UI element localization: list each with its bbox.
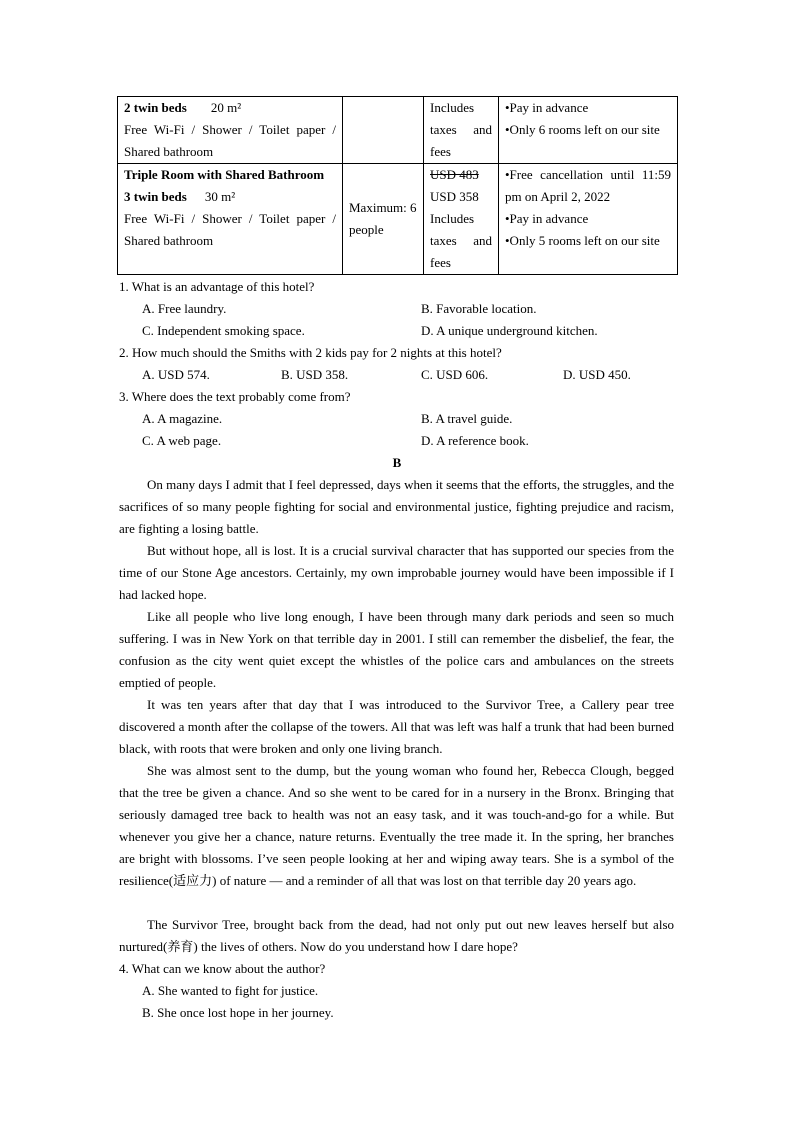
table-row <box>118 164 678 275</box>
room-amenities: Free Wi-Fi / Shower / Toilet paper / Shared bathroom <box>124 211 336 248</box>
bed-type: 2 twin beds <box>124 100 187 115</box>
price-line: fees <box>430 144 451 159</box>
passage-paragraph: But without hope, all is lost. It is a crucial survival character that has supported our species from the time of our Stone Age ancestors. Certainly, my own improbable journey would have been impossible if I had lacked hope. <box>119 543 674 602</box>
section-heading: B <box>392 455 402 470</box>
price-line: fees <box>430 255 451 270</box>
passage-paragraph: She was almost sent to the dump, but the young woman who found her, Rebecca Clough, begged that the tree be given a chance. And so she went to be cared for in a nursery in the Bronx. Bringing that seriously damaged tree back to health was not an easy task, and it was touch-and-go for a while. But whenever you give her a chance, nature returns. Eventually the tree made it. In the spring, her branches are bright with blossoms. I’ve seen people looking at her and wiping away tears. She is a symbol of the resilience(适应力) of nature — and a reminder of all that was lost on that terrible day 20 years ago. <box>119 763 674 888</box>
passage-paragraph: On many days I admit that I feel depressed, days when it seems that the efforts, the struggles, and the sacrifices of so many people fighting for social and environmental justice, fighting prejudice and racism, are fighting a losing battle. <box>119 477 674 536</box>
room-amenities: Free Wi-Fi / Shower / Toilet paper / Shared bathroom <box>124 122 336 159</box>
answer-option[interactable]: B. She once lost hope in her journey. <box>142 1005 334 1020</box>
policy-item: •Free cancellation until 11:59 pm on April 2, 2022 <box>505 167 671 204</box>
answer-option[interactable]: C. Independent smoking space. <box>142 323 305 338</box>
room-description-cell <box>118 164 343 275</box>
room-description-cell <box>118 97 343 164</box>
passage-paragraph: Like all people who live long enough, I have been through many dark periods and seen so much suffering. I was in New York on that terrible day in 2001. I still can remember the disbelief, the fear, the confusion as the city went quiet except the whistles of the police cars and ambulances on the streets emptied of people. <box>119 609 674 690</box>
price-cell <box>424 97 499 164</box>
room-size: 30 m² <box>204 189 236 204</box>
passage-paragraph: The Survivor Tree, brought back from the dead, had not only put out new leaves herself but also nurtured(养育) the lives of others. Now do you understand how I dare hope? <box>119 917 674 954</box>
policy-item: •Pay in advance <box>505 100 589 115</box>
price-cell <box>424 164 499 275</box>
room-size: 20 m² <box>210 100 242 115</box>
capacity-cell <box>343 97 424 164</box>
answer-option[interactable]: B. Favorable location. <box>421 301 537 316</box>
answer-option[interactable]: A. Free laundry. <box>142 301 227 316</box>
bed-type: 3 twin beds <box>124 189 187 204</box>
policy-item: •Pay in advance <box>505 211 589 226</box>
answer-option[interactable]: B. USD 358. <box>281 367 349 382</box>
table-row <box>118 97 678 164</box>
question-stem: 2. How much should the Smiths with 2 kids pay for 2 nights at this hotel? <box>119 345 502 360</box>
answer-option[interactable]: D. A reference book. <box>421 433 529 448</box>
answer-option[interactable]: C. A web page. <box>142 433 222 448</box>
question-stem: 3. Where does the text probably come from? <box>119 389 351 404</box>
policy-cell <box>499 97 678 164</box>
passage-paragraph: It was ten years after that day that I was introduced to the Survivor Tree, a Callery pear tree discovered a month after the collapse of the towers. All that was left was half a trunk that had been burned black, with roots that were broken and only one living branch. <box>119 697 674 756</box>
room-title: Triple Room with Shared Bathroom <box>124 167 325 182</box>
answer-option[interactable]: A. USD 574. <box>142 367 210 382</box>
answer-option[interactable]: D. A unique underground kitchen. <box>421 323 598 338</box>
room-table <box>117 96 678 275</box>
price-line: taxes and <box>430 233 492 248</box>
price-line: Includes <box>430 100 475 115</box>
policy-cell <box>499 164 678 275</box>
answer-option[interactable]: A. She wanted to fight for justice. <box>142 983 319 998</box>
old-price: USD 483 <box>430 167 479 182</box>
answer-option[interactable]: A. A magazine. <box>142 411 223 426</box>
policy-item: •Only 6 rooms left on our site <box>505 122 660 137</box>
question-stem: 1. What is an advantage of this hotel? <box>119 279 315 294</box>
answer-option[interactable]: C. USD 606. <box>421 367 489 382</box>
answer-option[interactable]: B. A travel guide. <box>421 411 513 426</box>
question-stem: 4. What can we know about the author? <box>119 961 326 976</box>
capacity-cell <box>343 164 424 275</box>
policy-item: •Only 5 rooms left on our site <box>505 233 660 248</box>
new-price: USD 358 <box>430 189 479 204</box>
capacity-text: Maximum: 6 people <box>349 200 417 237</box>
answer-option[interactable]: D. USD 450. <box>563 367 631 382</box>
price-line: Includes <box>430 211 475 226</box>
price-line: taxes and <box>430 122 492 137</box>
